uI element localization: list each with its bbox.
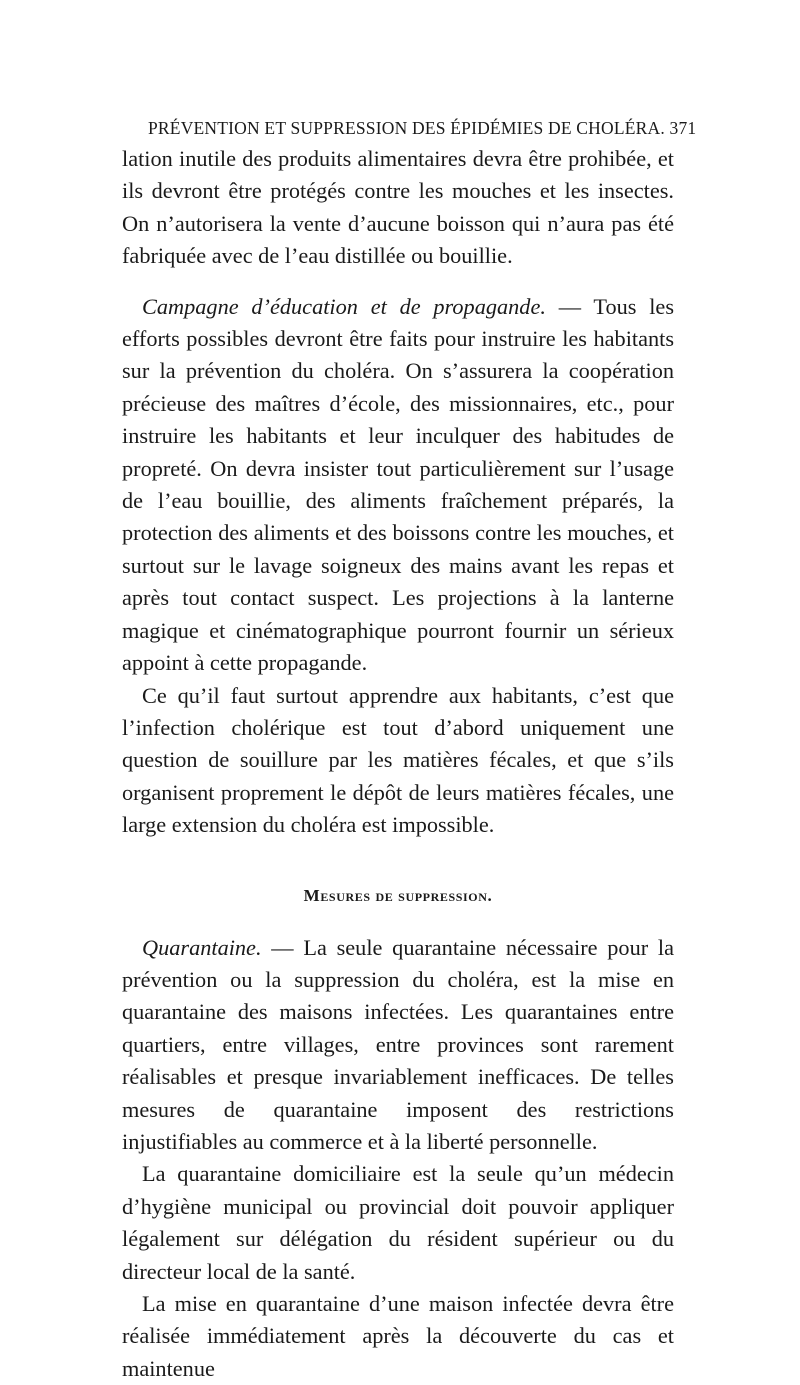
paragraph-body-campagne: — Tous les efforts possibles devront être faits pour instruire les habitants sur la prévention du choléra. On s’assurera la coopération précieuse des maîtres d’école, des missionnaires, etc., pour instruire les habitants et leur inculquer des habitudes de propreté. On devra insister tout particulièrement sur l’usage de l’eau bouillie, des aliments fraîchement préparés, la protection des aliments et des boissons contre les mouches, et surtout sur le lavage soigneux des mains avant les repas et après tout contact suspect. Les projections à la lanterne magique et cinématographique pourront fournir un sérieux appoint à cette propagande. xyxy=(122,293,674,676)
page-number: 371 xyxy=(669,118,697,138)
paragraph-body-quarantaine: — La seule quarantaine nécessaire pour la prévention ou la suppression du choléra, est la mise en quarantaine des maisons infectées. Les quarantaines entre quartiers, entre villages, entre provinces sont rarement réalisables et presque invariablement inefficaces. De telles mesures de quarantaine imposent des restrictions injustifiables au commerce et à la liberté personnelle. xyxy=(122,934,674,1154)
paragraph-apprendre: Ce qu’il faut surtout apprendre aux habitants, c’est que l’infection cholérique est tout d’abord uniquement une question de souillure par les matières fécales, et que s’ils organisent proprement le dépôt de leurs matières fécales, une large extension du choléra est impossible. xyxy=(122,682,674,838)
paragraph-mise-en-quarantaine: La mise en quarantaine d’une maison infectée devra être réalisée immédiatement après la découverte du cas et maintenue xyxy=(122,1291,674,1381)
book-page xyxy=(122,118,697,1385)
paragraph-lead-campagne: Campagne d’éducation et de propagande. xyxy=(142,293,546,319)
paragraph-campagne xyxy=(122,291,674,680)
section-heading: Mesures de suppression. xyxy=(303,885,493,905)
running-head xyxy=(148,118,697,139)
paragraph-continuation: lation inutile des produits alimentaires devra être prohibée, et ils devront être protégés contre les mouches et les insectes. On n’autorisera la vente d’aucune boisson qui n’aura pas été fabriquée avec de l’eau distillée ou bouillie. xyxy=(122,146,674,269)
paragraph-lead-quarantaine: Quarantaine. xyxy=(142,934,262,960)
paragraph-domiciliaire: La quarantaine domiciliaire est la seule qu’un médecin d’hygiène municipal ou provincial doit pouvoir appliquer légalement sur délégation du résident supérieur ou du directeur local de la santé. xyxy=(122,1161,674,1284)
paragraph-quarantaine xyxy=(122,932,674,1159)
running-head-title: PRÉVENTION ET SUPPRESSION DES ÉPIDÉMIES DE CHOLÉRA. xyxy=(148,118,665,138)
